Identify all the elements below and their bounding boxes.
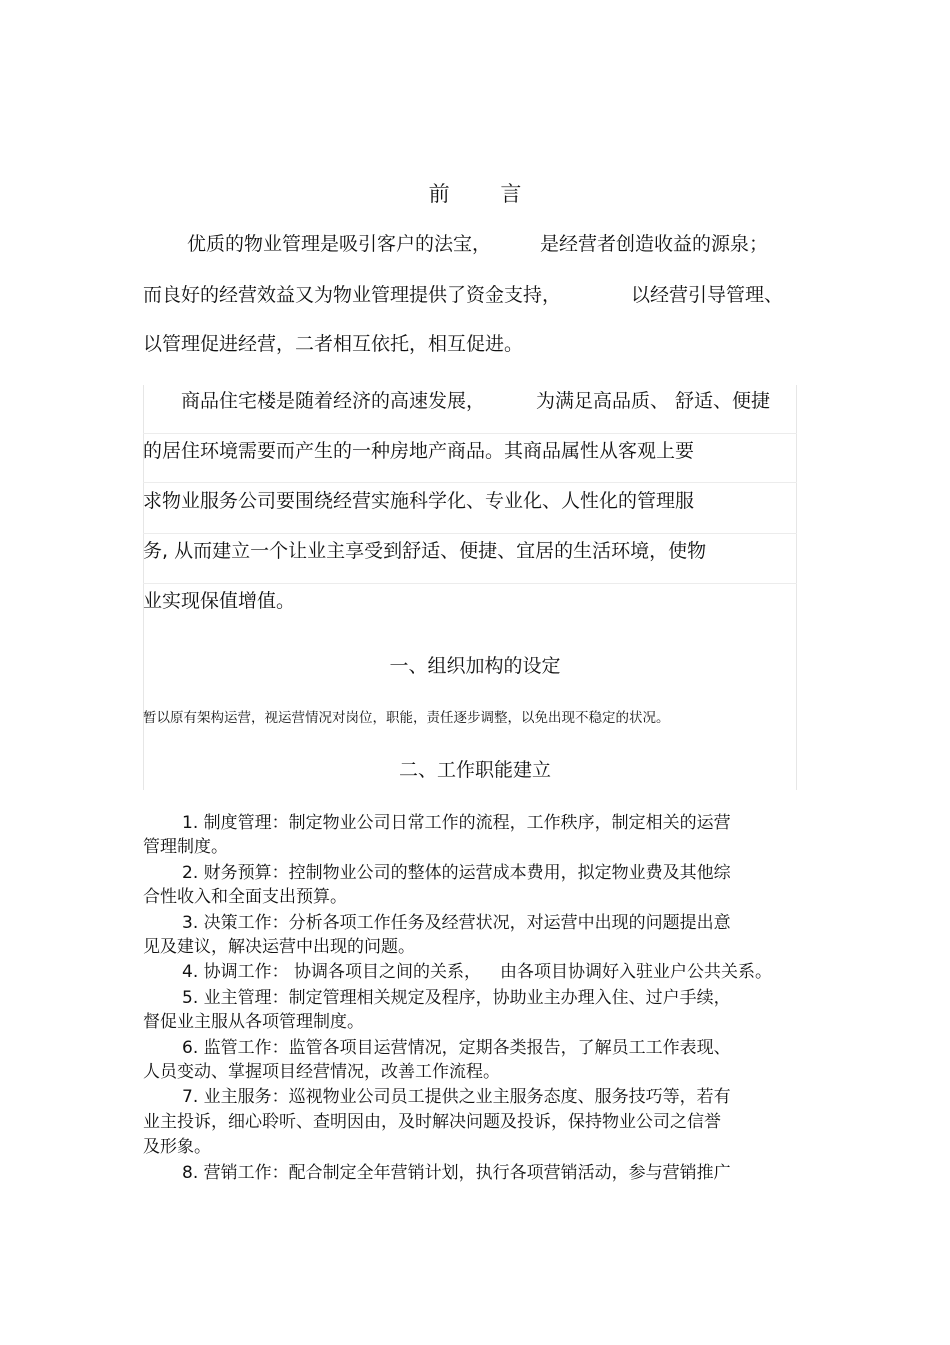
intro-line-2a: 而良好的经营效益又为物业管理提供了资金支持， (143, 284, 562, 306)
duty-line: 业主投诉，细心聆听、查明因由，及时解决问题及投诉，保持物业公司之信誉 (143, 1112, 721, 1132)
duty-line: 3. 决策工作：分析各项工作任务及经营状况，对运营中出现的问题提出意 (182, 913, 731, 933)
box-line-1a: 商品住宅楼是随着经济的高速发展， (181, 390, 486, 412)
frame-divider (143, 533, 797, 534)
duty-line: 8. 营销工作：配合制定全年营销计划，执行各项营销活动，参与营销推广 (182, 1163, 731, 1183)
duty-line: 合性收入和全面支出预算。 (143, 887, 347, 907)
frame-divider (143, 583, 797, 584)
page-title: 前 言 (428, 182, 544, 206)
intro-line-1a: 优质的物业管理是吸引客户的法宝， (187, 233, 492, 255)
box-line-3: 求物业服务公司要围绕经营实施科学化、专业化、人性化的管理服 (143, 490, 695, 512)
duty-line: 人员变动、掌握项目经营情况，改善工作流程。 (143, 1062, 500, 1082)
duty-line: 及形象。 (143, 1137, 211, 1157)
section-heading-1: 一、组织加构的设定 (389, 655, 561, 677)
duty-line: 由各项目协调好入驻业户公共关系。 (500, 962, 772, 982)
duty-line: 1. 制度管理：制定物业公司日常工作的流程，工作秩序，制定相关的运营 (182, 813, 731, 833)
intro-line-1b: 是经营者创造收益的源泉； (540, 233, 769, 255)
duty-line: 管理制度。 (143, 837, 228, 857)
duty-line: 督促业主服从各项管理制度。 (143, 1012, 364, 1032)
box-line-4: 务, 从而建立一个让业主享受到舒适、便捷、宜居的生活环境，使物 (143, 540, 707, 562)
section-1-text: 暂以原有架构运营，视运营情况对岗位，职能，责任逐步调整，以免出现不稳定的状况。 (143, 710, 670, 726)
duty-line: 4. 协调工作： 协调各项目之间的关系， (182, 962, 482, 982)
box-line-1b: 为满足高品质、 舒适、便捷 (536, 390, 771, 412)
duty-line: 7. 业主服务：巡视物业公司员工提供之业主服务态度、服务技巧等，若有 (182, 1087, 731, 1107)
intro-line-2b: 以经营引导管理、 (631, 284, 784, 306)
duty-line: 2. 财务预算：控制物业公司的整体的运营成本费用，拟定物业费及其他综 (182, 863, 731, 883)
frame-divider (143, 433, 797, 434)
intro-line-3: 以管理促进经营，二者相互依托，相互促进。 (143, 333, 524, 355)
duty-line: 5. 业主管理：制定管理相关规定及程序，协助业主办理入住、过户手续， (182, 988, 731, 1008)
section-heading-2: 二、工作职能建立 (398, 759, 551, 781)
box-line-2: 的居住环境需要而产生的一种房地产商品。其商品属性从客观上要 (143, 440, 695, 462)
box-line-5: 业实现保值增值。 (143, 590, 296, 612)
frame-divider (143, 482, 797, 483)
duty-line: 6. 监管工作：监管各项目运营情况，定期各类报告，了解员工工作表现、 (182, 1038, 731, 1058)
duty-line: 见及建议，解决运营中出现的问题。 (143, 937, 415, 957)
